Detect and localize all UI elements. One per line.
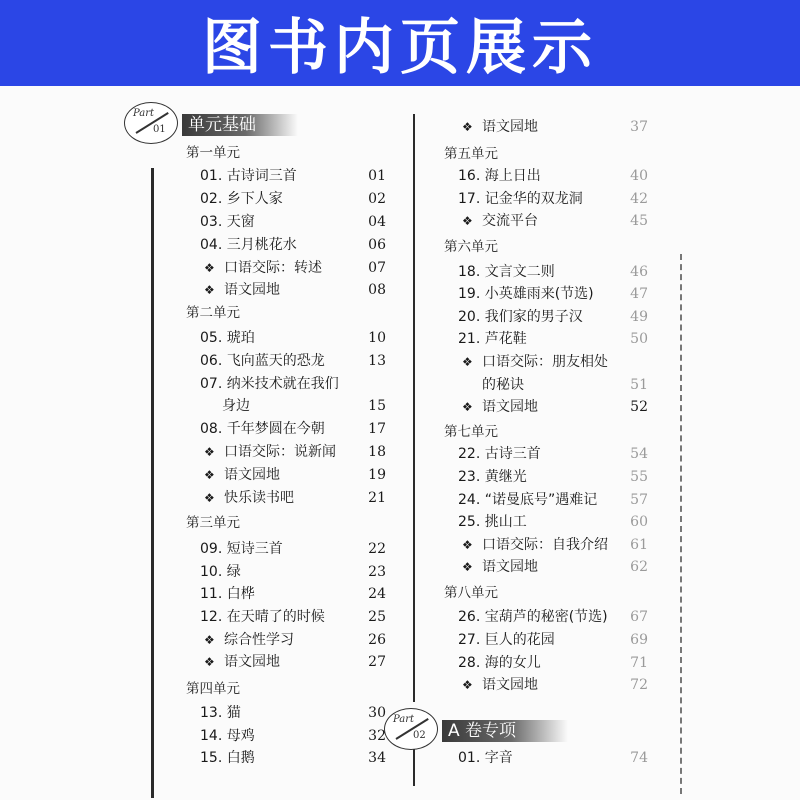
toc-entry [458, 629, 555, 651]
toc-entry [458, 328, 527, 350]
toc-entry [200, 418, 325, 440]
toc-entry-text: 11. 白桦 [200, 586, 255, 602]
toc-entry-text: 28. 海的女儿 [458, 655, 541, 671]
toc-page-number: 52 [630, 399, 648, 415]
toc-page-number: 47 [630, 286, 648, 302]
part-02-number: 02 [413, 730, 426, 741]
center-column-line-lower [413, 746, 415, 786]
toc-entry [462, 674, 538, 696]
toc-entry [200, 606, 325, 628]
toc-entry-text: 12. 在天晴了的时候 [200, 609, 325, 625]
toc-entry-text: 25. 挑山工 [458, 514, 527, 530]
toc-entry-text: 语文园地 [224, 654, 280, 670]
toc-entry-text: 21. 芦花鞋 [458, 331, 527, 347]
toc-page-number: 74 [630, 750, 648, 766]
toc-entry [458, 283, 594, 305]
toc-entry [200, 725, 255, 747]
toc-entry [204, 257, 322, 279]
diamond-bullet-icon: ❖ [462, 400, 473, 414]
toc-page-number: 22 [368, 541, 386, 557]
center-column-line [413, 114, 415, 702]
diamond-bullet-icon: ❖ [204, 468, 215, 482]
toc-entry-text: 口语交际：说新闻 [224, 444, 336, 460]
toc-entry [204, 441, 336, 463]
toc-entry-text: 14. 母鸡 [200, 728, 255, 744]
toc-entry-text: 口语交际：自我介绍 [482, 537, 608, 553]
toc-page-number: 27 [368, 654, 386, 670]
toc-page-number: 26 [368, 632, 386, 648]
toc-page-number: 46 [630, 264, 648, 280]
toc-page-number: 32 [368, 728, 386, 744]
toc-page-number: 13 [368, 353, 386, 369]
toc-entry [200, 350, 325, 372]
toc-entry-text: 06. 飞向蓝天的恐龙 [200, 353, 325, 369]
toc-entry [458, 747, 513, 769]
toc-page-number: 01 [368, 168, 386, 184]
toc-page-number: 25 [368, 609, 386, 625]
toc-entry [200, 702, 241, 724]
toc-page-number: 23 [368, 564, 386, 580]
toc-entry-text: 05. 琥珀 [200, 330, 255, 346]
toc-entry [462, 210, 538, 232]
toc-entry [458, 489, 597, 511]
toc-entry [458, 652, 541, 674]
toc-entry-text: 04. 三月桃花水 [200, 237, 297, 253]
diamond-bullet-icon: ❖ [204, 445, 215, 459]
toc-page-number: 40 [630, 168, 648, 184]
toc-page-number: 51 [630, 377, 648, 393]
toc-page-number: 19 [368, 467, 386, 483]
diamond-bullet-icon: ❖ [204, 491, 215, 505]
toc-page-number: 45 [630, 213, 648, 229]
toc-entry-text: 03. 天窗 [200, 214, 255, 230]
toc-entry [200, 561, 241, 583]
toc-entry [200, 373, 339, 395]
part-02-badge [384, 708, 438, 750]
part-01-word: Part [133, 108, 155, 119]
toc-page-number: 62 [630, 559, 648, 575]
toc-page-number: 24 [368, 586, 386, 602]
toc-entry [200, 234, 297, 256]
toc-entry-text: 26. 宝葫芦的秘密(节选) [458, 609, 608, 625]
toc-entry [458, 165, 541, 187]
toc-entry-text: 16. 海上日出 [458, 168, 541, 184]
unit-heading: 第七单元 [444, 424, 498, 440]
part-02-word: Part [393, 714, 415, 725]
diamond-bullet-icon: ❖ [204, 633, 215, 647]
banner-title: 图书内页展示 [202, 13, 598, 83]
toc-entry-text: 身边 [222, 398, 250, 414]
toc-entry-text: 语文园地 [224, 467, 280, 483]
toc-entry-text: 交流平台 [482, 213, 538, 229]
diamond-bullet-icon: ❖ [204, 655, 215, 669]
toc-entry-text: 23. 黄继光 [458, 469, 527, 485]
toc-entry [462, 396, 538, 418]
toc-entry [200, 188, 283, 210]
toc-entry [200, 211, 255, 233]
left-column-line [151, 168, 154, 798]
toc-page-number: 71 [630, 655, 648, 671]
toc-entry-text: 语文园地 [482, 559, 538, 575]
toc-entry-text: 语文园地 [482, 677, 538, 693]
toc-entry [458, 261, 555, 283]
toc-page-number: 60 [630, 514, 648, 530]
toc-entry-text: 20. 我们家的男子汉 [458, 309, 583, 325]
toc-page-number: 07 [368, 260, 386, 276]
toc-page-number: 30 [368, 705, 386, 721]
toc-entry-text: 01. 字音 [458, 750, 513, 766]
part-01-badge [124, 102, 178, 144]
part-01-title: 单元基础 [182, 114, 298, 136]
toc-page-number: 67 [630, 609, 648, 625]
toc-entry-text: 语文园地 [482, 399, 538, 415]
toc-entry [458, 466, 527, 488]
toc-page-number: 18 [368, 444, 386, 460]
unit-heading: 第一单元 [186, 145, 240, 161]
unit-heading: 第三单元 [186, 515, 240, 531]
toc-page-number: 04 [368, 214, 386, 230]
toc-entry [462, 534, 608, 556]
toc-entry [200, 165, 297, 187]
part-01-header [124, 102, 324, 135]
diamond-bullet-icon: ❖ [462, 355, 473, 369]
toc-page-number: 34 [368, 750, 386, 766]
toc-entry-text: 快乐读书吧 [224, 490, 294, 506]
toc-page-number: 17 [368, 421, 386, 437]
toc-entry-text: 18. 文言文二则 [458, 264, 555, 280]
toc-entry [200, 747, 255, 769]
toc-entry-text: 09. 短诗三首 [200, 541, 283, 557]
toc-entry-text: 27. 巨人的花园 [458, 632, 555, 648]
toc-entry-text: 02. 乡下人家 [200, 191, 283, 207]
banner [0, 0, 800, 86]
diamond-bullet-icon: ❖ [204, 283, 215, 297]
toc-entry [204, 651, 280, 673]
toc-entry [204, 464, 280, 486]
toc-page-number: 54 [630, 446, 648, 462]
toc-entry-text: 语文园地 [224, 282, 280, 298]
diamond-bullet-icon: ❖ [462, 678, 473, 692]
unit-heading: 第五单元 [444, 146, 498, 162]
toc-entry-text: 综合性学习 [224, 632, 294, 648]
toc-entry-text: 13. 猫 [200, 705, 241, 721]
toc-entry [462, 556, 538, 578]
right-dashed-line [680, 254, 682, 794]
toc-entry [204, 279, 280, 301]
toc-entry [200, 327, 255, 349]
toc-entry-text: 24. “诺曼底号”遇难记 [458, 492, 598, 508]
toc-entry [204, 487, 294, 509]
toc-entry [462, 351, 608, 373]
part-02-title: A 卷专项 [442, 720, 568, 742]
diamond-bullet-icon: ❖ [462, 560, 473, 574]
toc-entry [200, 538, 283, 560]
toc-entry-text: 07. 纳米技术就在我们 [200, 376, 339, 392]
part-01-number: 01 [153, 124, 166, 135]
toc-page-number: 57 [630, 492, 648, 508]
unit-heading: 第四单元 [186, 681, 240, 697]
toc-page-number: 06 [368, 237, 386, 253]
diamond-bullet-icon: ❖ [462, 214, 473, 228]
toc-page-number: 50 [630, 331, 648, 347]
unit-heading: 第八单元 [444, 585, 498, 601]
toc-entry-text: 17. 记金华的双龙洞 [458, 191, 583, 207]
unit-heading: 第六单元 [444, 239, 498, 255]
diamond-bullet-icon: ❖ [462, 538, 473, 552]
toc-page-number: 61 [630, 537, 648, 553]
toc-page-number: 69 [630, 632, 648, 648]
toc-page-number: 37 [630, 119, 648, 135]
toc-entry-text: 08. 千年梦圆在今朝 [200, 421, 325, 437]
diamond-bullet-icon: ❖ [204, 261, 215, 275]
toc-entry-text: 10. 绿 [200, 564, 241, 580]
toc-entry [458, 188, 583, 210]
book-page [0, 86, 800, 800]
part-02-header [384, 708, 584, 741]
toc-entry [482, 374, 524, 396]
toc-page-number: 49 [630, 309, 648, 325]
toc-entry-text: 口语交际：转述 [224, 260, 322, 276]
toc-entry-text: 22. 古诗三首 [458, 446, 541, 462]
toc-page-number: 08 [368, 282, 386, 298]
toc-page-number: 10 [368, 330, 386, 346]
toc-entry-text: 01. 古诗词三首 [200, 168, 297, 184]
toc-entry [458, 606, 608, 628]
toc-page-number: 72 [630, 677, 648, 693]
toc-entry [204, 629, 294, 651]
toc-entry-text: 口语交际：朋友相处 [482, 354, 608, 370]
toc-entry [200, 583, 255, 605]
toc-entry [458, 443, 541, 465]
diamond-bullet-icon: ❖ [462, 120, 473, 134]
toc-page-number: 55 [630, 469, 648, 485]
toc-entry [222, 395, 250, 417]
toc-page-number: 02 [368, 191, 386, 207]
toc-page-number: 21 [368, 490, 386, 506]
toc-page-number: 15 [368, 398, 386, 414]
toc-entry [458, 511, 527, 533]
toc-entry [462, 116, 538, 138]
toc-entry [458, 306, 583, 328]
toc-page-number: 42 [630, 191, 648, 207]
toc-entry-text: 语文园地 [482, 119, 538, 135]
toc-entry-text: 19. 小英雄雨来(节选) [458, 286, 594, 302]
toc-entry-text: 的秘诀 [482, 377, 524, 393]
unit-heading: 第二单元 [186, 305, 240, 321]
toc-entry-text: 15. 白鹅 [200, 750, 255, 766]
